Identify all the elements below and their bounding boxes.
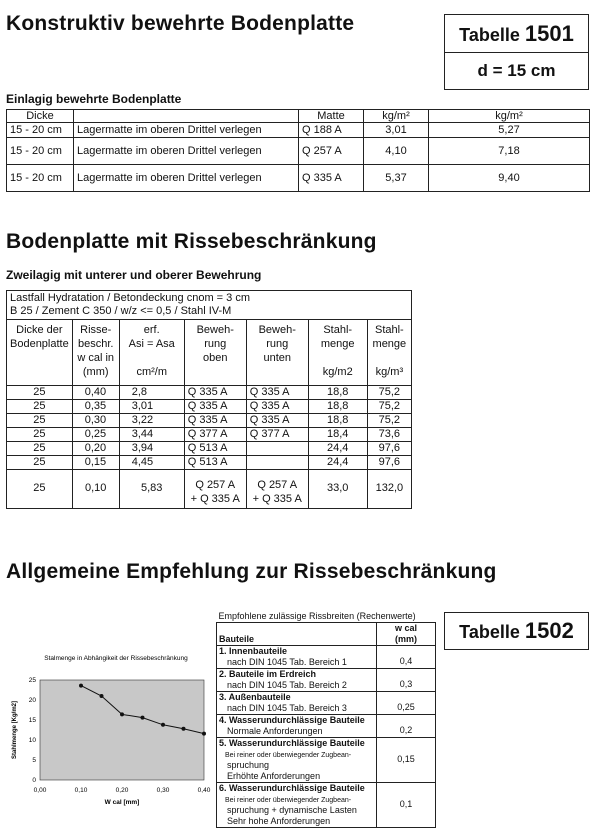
data-point (141, 716, 145, 720)
table-row: 6. Wasserundurchlässige Bauteile Bei reiner oder überwiegender Zugbean- spruchung + dynamische Lasten Sehr hohe Anforderungen 0,1 (217, 783, 436, 828)
y-tick-label: 25 (28, 677, 36, 684)
col-header: kg/m² (429, 110, 590, 123)
subheading-zweilagig: Zweilagig mit unterer und oberer Bewehrung (6, 268, 262, 282)
x-tick-label: 0,10 (74, 787, 88, 794)
table-row: 25 0,20 3,94 Q 513 A 24,4 97,6 (7, 442, 412, 456)
cell: Lagermatte im oberen Drittel verlegen (74, 123, 299, 138)
data-point (161, 723, 165, 727)
table-row: 25 0,10 5,83 Q 257 A + Q 335 A Q 257 A + Q 335 A 33,0 132,0 (7, 470, 412, 509)
section-heading-rissebeschraenkung: Bodenplatte mit Rissebeschränkung (6, 230, 377, 253)
y-axis-label: Stahlmenge [Kg/m2] (12, 700, 18, 760)
col-header: Beweh- rung oben (184, 320, 246, 386)
table-row: 2. Bauteile im Erdreich nach DIN 1045 Tab. Bereich 2 0,3 (217, 669, 436, 692)
cell: 15 - 20 cm (7, 138, 74, 165)
cell: 15 - 20 cm (7, 123, 74, 138)
table-row: 25 0,35 3,01 Q 335 A Q 335 A 18,8 75,2 (7, 400, 412, 414)
cell: 15 - 20 cm (7, 165, 74, 192)
y-tick-label: 0 (32, 777, 36, 784)
table-row: 25 0,25 3,44 Q 377 A Q 377 A 18,4 73,6 (7, 428, 412, 442)
y-tick-label: 15 (28, 717, 36, 724)
section-heading-empfehlung: Allgemeine Empfehlung zur Rissebeschränkung (6, 560, 497, 583)
cell: 3,01 (364, 123, 429, 138)
x-tick-label: 0,00 (33, 787, 47, 794)
table-row: 3. Außenbauteile nach DIN 1045 Tab. Bereich 3 0,25 (217, 692, 436, 715)
info-line: Lastfall Hydratation / Betondeckung cnom = 3 cm (10, 292, 250, 304)
tag-sub: d = 15 cm (477, 61, 556, 80)
col-header: Bauteile (217, 623, 377, 646)
col-header: Risse- beschr. w cal in (mm) (72, 320, 119, 386)
y-tick-label: 20 (28, 697, 36, 704)
cell: 7,18 (429, 138, 590, 165)
tag-number: 1502 (524, 618, 574, 643)
data-point (120, 712, 124, 716)
data-point (202, 732, 206, 736)
cell: Lagermatte im oberen Drittel verlegen (74, 165, 299, 192)
table-row: 5. Wasserundurchlässige Bauteile Bei reiner oder überwiegender Zugbean- spruchung Erhöhte Anforderungen 0,15 (217, 738, 436, 783)
cell: 5,27 (429, 123, 590, 138)
plot-area (40, 680, 204, 780)
tag-number: 1501 (524, 21, 574, 46)
col-header (74, 110, 299, 123)
data-point (100, 694, 104, 698)
x-tick-label: 0,30 (156, 787, 170, 794)
table-row: 25 0,15 4,45 Q 513 A 24,4 97,6 (7, 456, 412, 470)
col-header: erf. Asi = Asa cm²/m (119, 320, 184, 386)
cell: 9,40 (429, 165, 590, 192)
table-row: 1. Innenbauteile nach DIN 1045 Tab. Bereich 1 0,4 (217, 646, 436, 669)
col-header: Dicke der Bodenplatte (7, 320, 73, 386)
col-header: Matte (299, 110, 364, 123)
col-header: kg/m² (364, 110, 429, 123)
cell: Q 188 A (299, 123, 364, 138)
table-tag-1502 (444, 612, 589, 650)
col-header: Beweh- rung unten (246, 320, 308, 386)
cell: 5,37 (364, 165, 429, 192)
info-line: B 25 / Zement C 350 / w/z <= 0,5 / Stahl IV-M (10, 305, 232, 317)
table-row: 25 0,40 2,8 Q 335 A Q 335 A 18,8 75,2 (7, 386, 412, 400)
table-zweilagig (6, 290, 412, 509)
chart-stahlmenge (4, 650, 214, 820)
table-tag-1501 (444, 14, 589, 90)
col-header: Stahl- menge kg/m2 (308, 320, 367, 386)
cell: Q 335 A (299, 165, 364, 192)
cell: Q 257 A (299, 138, 364, 165)
y-tick-label: 10 (28, 737, 36, 744)
table-title: Empfohlene zulässige Rissbreiten (Rechenwerte) (217, 611, 436, 623)
page-title: Konstruktiv bewehrte Bodenplatte (6, 12, 355, 35)
col-header: w cal (mm) (377, 623, 436, 646)
table-rissbreiten (216, 611, 436, 828)
chart-title: Stalmenge in Abhängikeit der Rissebeschränkung (44, 655, 188, 662)
cell: 4,10 (364, 138, 429, 165)
x-axis-label: W cal [mm] (104, 799, 140, 806)
table-row: 4. Wasserundurchlässige Bauteile Normale Anforderungen 0,2 (217, 715, 436, 738)
subheading-einlagig: Einlagig bewehrte Bodenplatte (6, 92, 182, 106)
cell: Lagermatte im oberen Drittel verlegen (74, 138, 299, 165)
table-row (7, 165, 590, 192)
y-tick-label: 5 (32, 757, 36, 764)
table-row (7, 138, 590, 165)
x-tick-label: 0,20 (115, 787, 129, 794)
data-point (182, 727, 186, 731)
table-row: 25 0,30 3,22 Q 335 A Q 335 A 18,8 75,2 (7, 414, 412, 428)
table-row (7, 123, 590, 138)
col-header: Stahl- menge kg/m³ (367, 320, 411, 386)
table-einlagig (6, 109, 590, 192)
tag-label: Tabelle (459, 622, 520, 642)
tag-label: Tabelle (459, 25, 520, 45)
data-point (79, 684, 83, 688)
x-tick-label: 0,40 (197, 787, 211, 794)
col-header: Dicke (7, 110, 74, 123)
